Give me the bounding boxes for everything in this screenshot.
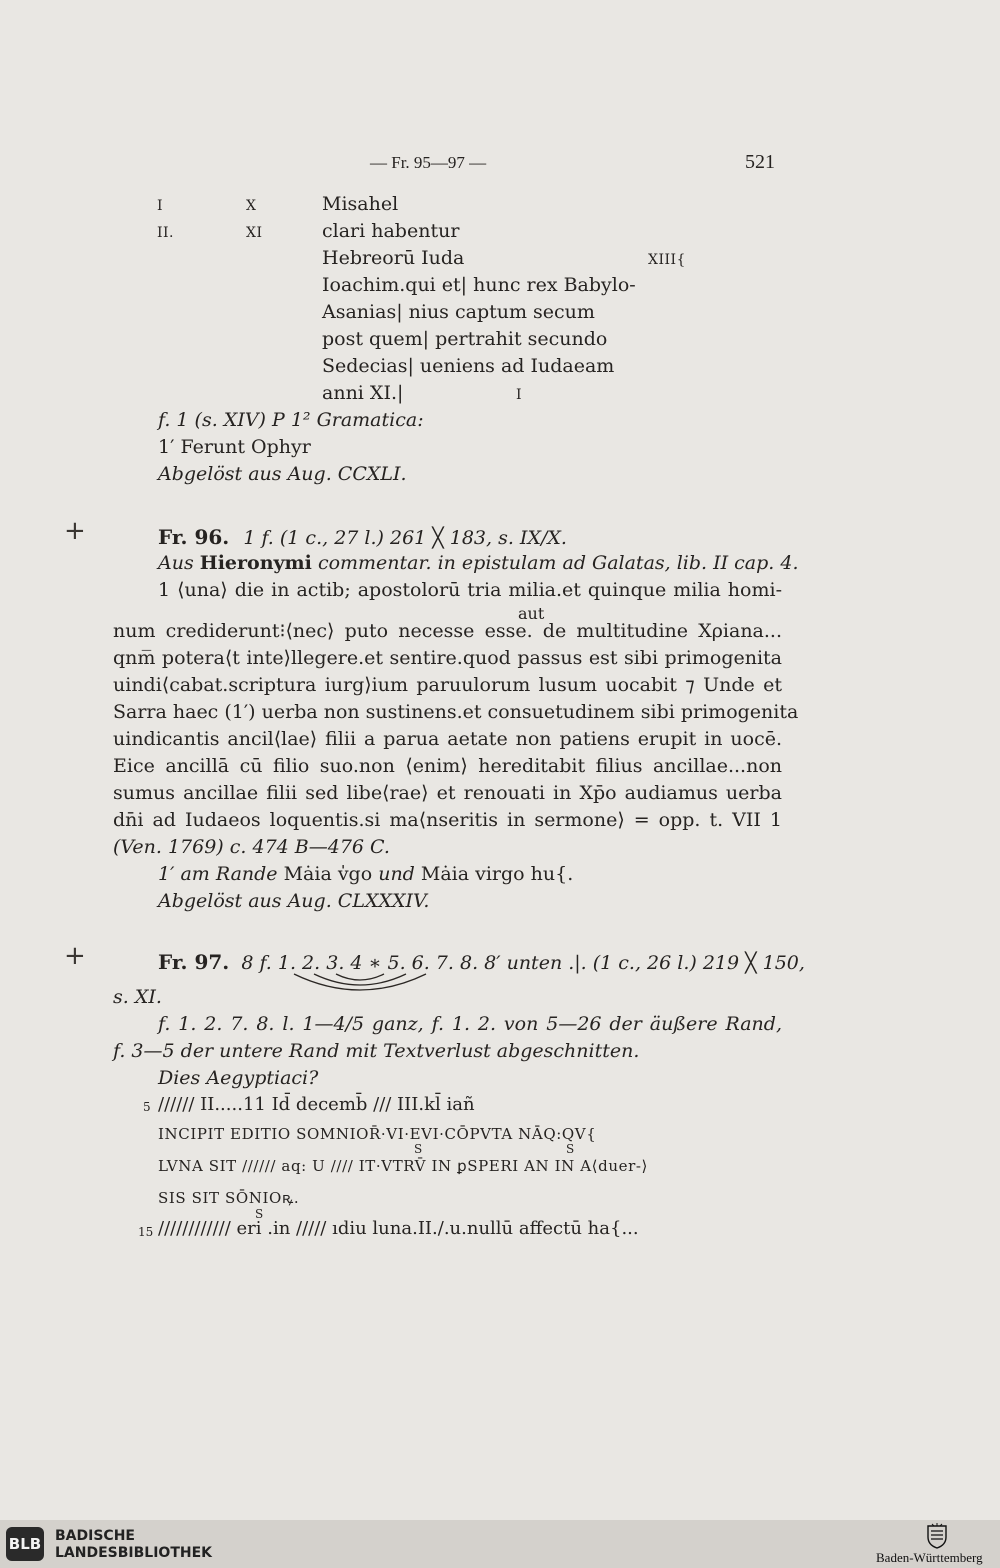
- fr97-description: 8 f. 1. 2. 3. 4 ∗ 5. 6. 7. 8. 8′ unten .|. (1 c., 26 l.) 219 ╳ 150,: [241, 952, 805, 974]
- fr96-text-line: qnm̅ potera⟨t inte⟩llegere.et sentire.quod passus est sibi primogenita: [113, 647, 782, 669]
- note-variant-a: Mȧia v̍go: [283, 863, 373, 885]
- running-title: — Fr. 95—97 —: [370, 153, 487, 172]
- fr96-heading: [158, 525, 567, 549]
- fr96-text-line: uindicantis ancil⟨lae⟩ filii a parua aetate non patiens erupit in uocē.: [113, 728, 782, 750]
- fr96-text-line: Sarra haec (1′) uerba non sustinens.et consuetudinem sibi primogenita: [113, 701, 799, 723]
- fr96-description: 1 f. (1 c., 27 l.) 261 ╳ 183, s. IX/X.: [243, 527, 567, 549]
- margin-plus-mark: +: [64, 941, 86, 971]
- fr97-text-line-5: ////// II.....11 Id̄ decemb̄ /// III.kl̄ iañ: [158, 1094, 475, 1115]
- fr96-source-pre: Aus: [158, 552, 194, 574]
- fr95-note-2: 1′ Ferunt Ophyr: [158, 436, 311, 458]
- fr97-desc-2: f. 3—5 der untere Rand mit Textverlust abgeschnitten.: [113, 1040, 640, 1062]
- superscript-s: S: [255, 1207, 264, 1221]
- fr97-text-line-15: //////////// eri .in ///// ıdiu luna.II./.u.nullū affectū ha{...: [158, 1218, 639, 1239]
- fr95-note-1: f. 1 (s. XIV) P 1² Gramatica:: [158, 409, 424, 431]
- row-num: XIII{: [648, 252, 686, 268]
- row-text: Asanias| nius captum secum: [322, 301, 595, 323]
- coat-of-arms-icon: [926, 1523, 948, 1549]
- line-number: 15: [138, 1225, 154, 1239]
- row-num: X: [246, 198, 257, 214]
- library-name[interactable]: [55, 1528, 212, 1562]
- row-text: Sedecias| ueniens ad Iudaeam: [322, 355, 615, 377]
- row-text: Ioachim.qui et| hunc rex Babylo-: [322, 274, 636, 296]
- fr96-text-line: dn̄i ad Iudaeos loquentis.si ma⟨nseritis in sermone⟩ = opp. t. VII 1: [113, 809, 782, 831]
- line-number: 5: [143, 1100, 151, 1114]
- fr96-source: [158, 552, 799, 574]
- fr96-reference: (Ven. 1769) c. 474 B—476 C.: [113, 836, 390, 858]
- page-number: 521: [745, 151, 775, 173]
- fr96-text-line: uindi⟨cabat.scriptura iurg⟩ium paruulorum lusum uocabit ⁊ Unde et: [113, 674, 782, 696]
- library-name-line-2: LANDESBIBLIOTHEK: [55, 1545, 213, 1561]
- row-text: Hebreorū Iuda: [322, 247, 465, 269]
- quire-arc-inner: [336, 974, 384, 980]
- fr96-text-line: 1 ⟨una⟩ die in actib; apostolorū tria milia.et quinque milia homi-: [158, 579, 782, 601]
- row-text: clari habentur: [322, 220, 460, 242]
- quire-arc-outer: [294, 974, 426, 990]
- fr97-desc-1: f. 1. 2. 7. 8. l. 1—4/5 ganz, f. 1. 2. von 5—26 der äußere Rand,: [158, 1013, 782, 1035]
- fr96-text-line: sumus ancillae filii sed libe⟨rae⟩ et renouati in Xp̄o audiamus uerba: [113, 782, 782, 804]
- fr97-text-line-7: LVNA SIT ////// aq: U //// IT·VTRV̄ IN ꝑSPERI AN IN A⟨duer-⟩: [158, 1157, 648, 1175]
- fr96-label: Fr. 96.: [158, 525, 230, 549]
- note-und: und: [378, 863, 415, 885]
- row-text: anni XI.|: [322, 382, 404, 404]
- fr96-source-work: commentar. in epistulam ad Galatas, lib. II cap. 4.: [317, 552, 799, 574]
- state-label: Baden-Württemberg: [876, 1550, 983, 1565]
- margin-plus-mark: +: [64, 516, 86, 546]
- fr96-note-3: Abgelöst aus Aug. CLXXXIV.: [158, 890, 430, 912]
- note-variant-b: Mȧia virgo hu{.: [420, 863, 574, 885]
- row-num: I: [157, 198, 164, 214]
- fr96-interlinear-aut: aut: [518, 604, 545, 623]
- row-num: XI: [246, 225, 263, 241]
- quire-bracket-arcs: [290, 972, 430, 1000]
- fr97-label: Fr. 97.: [158, 950, 230, 974]
- fr96-source-author: Hieronymi: [199, 552, 312, 574]
- row-text: Misahel: [322, 193, 399, 215]
- note-prefix: 1′ am Rande: [158, 863, 278, 885]
- superscript-s: S: [566, 1142, 575, 1156]
- row-text: post quem| pertrahit secundo: [322, 328, 608, 350]
- fr95-note-3: Abgelöst aus Aug. CCXLI.: [158, 463, 407, 485]
- blb-logo[interactable]: BLB: [6, 1527, 44, 1561]
- fr96-text-line: Eice ancillā cū filio suo.non ⟨enim⟩ hereditabit filius ancillae...non: [113, 755, 782, 777]
- fr97-desc-3: Dies Aegyptiaci?: [158, 1067, 319, 1089]
- fr96-margin-note: [158, 863, 573, 885]
- row-num: I: [516, 387, 523, 403]
- fr97-text-line-6: INCIPIT EDITIO SOMNIOR̄·VI·EVI·CŌPVTA NĀQ:QV{: [158, 1125, 597, 1143]
- footer-bar: [0, 1520, 1000, 1568]
- fr97-heading-cont: s. XI.: [113, 986, 162, 1008]
- row-num: II.: [157, 225, 175, 241]
- library-name-line-1: BADISCHE: [55, 1528, 135, 1544]
- fr97-text-line-8: SIS SIT SŌNIOꝶ.: [158, 1189, 300, 1207]
- fr96-text-line: num crediderunt⁝⟨nec⟩ puto necesse esse. de multitudine Xρiana...: [113, 620, 782, 642]
- fr97-heading: [158, 950, 805, 974]
- superscript-s: S: [414, 1142, 423, 1156]
